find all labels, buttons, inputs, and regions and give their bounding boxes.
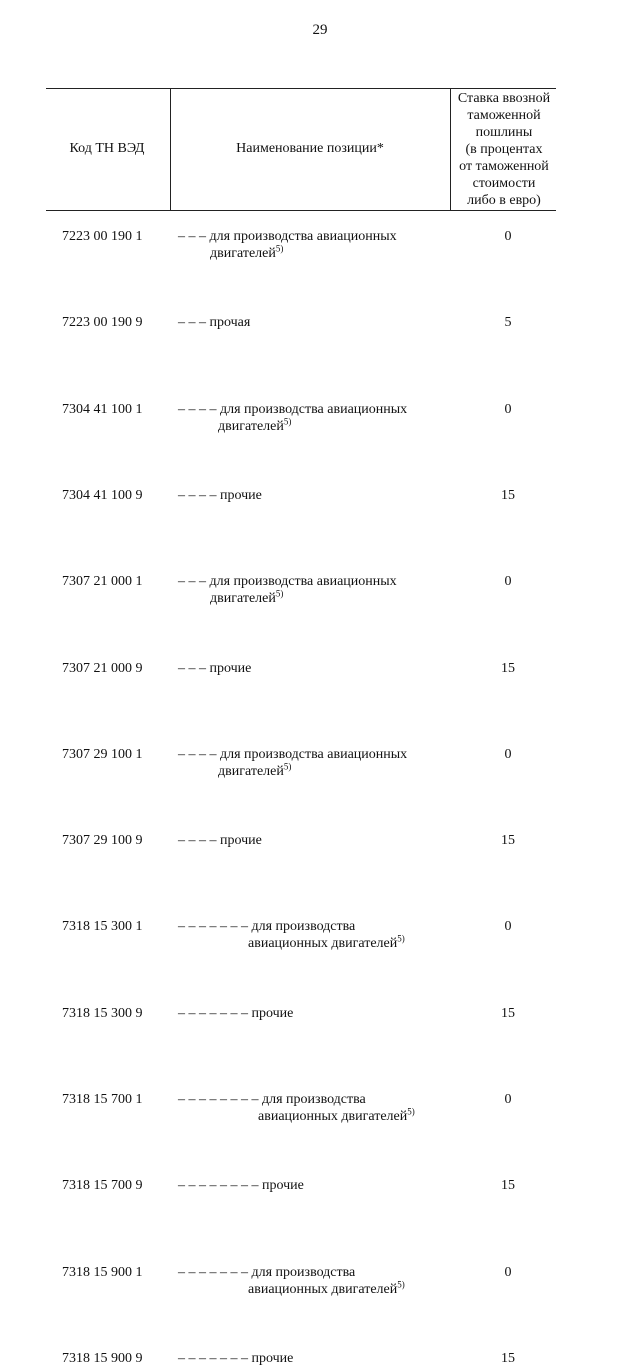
duty-rate: 0 <box>504 401 512 417</box>
hierarchy-dashes: – – – – – – – <box>178 1350 248 1366</box>
footnote-ref: 5) <box>283 761 292 772</box>
header-rate-line: либо в евро) <box>467 193 541 208</box>
duty-rate: 0 <box>504 229 512 244</box>
header-rate-line: таможенной <box>467 108 541 123</box>
position-name-line2 <box>178 935 458 952</box>
position-name <box>178 1264 458 1298</box>
duty-rate: 15 <box>501 487 515 503</box>
position-name <box>178 746 458 780</box>
page-number: 29 <box>312 22 328 38</box>
position-name-line1 <box>178 833 262 848</box>
position-name-line1 <box>178 1006 293 1021</box>
footnote-ref: 5) <box>275 588 284 599</box>
position-name <box>178 1350 458 1367</box>
position-name <box>178 832 458 849</box>
position-name-line1 <box>178 1178 304 1193</box>
position-text: прочая <box>209 315 251 331</box>
position-name <box>178 918 458 952</box>
hierarchy-dashes: – – – – – – – <box>178 1005 248 1021</box>
position-text-continued: двигателей <box>218 418 284 434</box>
header-name: Наименование позиции* <box>236 141 384 156</box>
position-name-line1 <box>178 574 397 589</box>
position-text: прочие <box>251 1005 294 1021</box>
position-text: для производства авиационных <box>209 229 397 244</box>
position-name <box>178 1177 458 1194</box>
position-text-continued: авиационных двигателей <box>248 1281 398 1297</box>
hierarchy-dashes: – – – – <box>178 487 217 503</box>
header-divider-1 <box>170 88 171 211</box>
duty-rate: 5 <box>504 315 512 331</box>
footnote-ref: 5) <box>397 933 405 944</box>
position-text: для производства <box>251 1264 356 1280</box>
header-rate <box>452 90 556 209</box>
position-name <box>178 487 458 504</box>
position-text: для производства <box>251 919 356 935</box>
duty-rate: 15 <box>501 833 515 849</box>
tnved-code: 7307 29 100 9 <box>62 833 143 849</box>
position-name <box>178 660 458 677</box>
hierarchy-dashes: – – – – – – – <box>178 1264 248 1280</box>
tnved-code: 7223 00 190 1 <box>62 229 143 244</box>
header-rate-line: от таможенной <box>459 159 549 174</box>
position-text: для производства авиационных <box>209 574 397 590</box>
hierarchy-dashes: – – – <box>178 229 206 244</box>
position-text: для производства авиационных <box>220 746 408 762</box>
position-text: прочие <box>262 1178 304 1194</box>
hierarchy-dashes: – – – – – – – <box>178 919 248 935</box>
position-name-line2 <box>178 590 458 607</box>
duty-rate: 0 <box>504 919 512 935</box>
header-top-rule <box>46 88 556 89</box>
duty-rate: 15 <box>501 1005 515 1021</box>
tnved-code: 7223 00 190 9 <box>62 315 143 331</box>
footnote-ref: 5) <box>397 1278 405 1289</box>
position-name-line1 <box>178 661 251 676</box>
header-divider-2 <box>450 88 451 211</box>
position-text-continued: авиационных двигателей <box>248 936 398 952</box>
position-text-continued: двигателей <box>218 763 284 779</box>
position-name-line1 <box>178 919 355 934</box>
position-name <box>178 1005 458 1022</box>
position-name-line2 <box>178 415 458 435</box>
footnote-ref: 5) <box>275 243 284 254</box>
position-text-continued: двигателей <box>210 591 276 607</box>
tnved-code: 7318 15 900 1 <box>62 1264 143 1280</box>
header-rate-line: пошлины <box>475 125 533 140</box>
footnote-ref: 5) <box>283 415 292 426</box>
position-name <box>178 1091 458 1125</box>
position-name-line2 <box>178 1108 458 1125</box>
position-text-continued: двигателей <box>210 246 276 261</box>
position-name-line1 <box>178 488 262 503</box>
hierarchy-dashes: – – – – – – – – <box>178 1092 259 1107</box>
hierarchy-dashes: – – – <box>178 315 206 331</box>
header-code: Код ТН ВЭД <box>69 141 145 156</box>
tnved-code: 7307 21 000 1 <box>62 574 143 590</box>
position-text: для производства <box>262 1092 366 1107</box>
position-name <box>178 573 458 607</box>
hierarchy-dashes: – – – – <box>178 401 217 417</box>
position-name-line1 <box>178 1351 293 1366</box>
position-text: прочие <box>251 1350 294 1366</box>
tnved-code: 7318 15 700 1 <box>62 1092 143 1107</box>
position-name-line2 <box>178 1278 458 1298</box>
duty-rate: 0 <box>504 1264 512 1280</box>
footnote-ref: 5) <box>407 1106 415 1117</box>
position-name-line1 <box>178 229 397 244</box>
hierarchy-dashes: – – – – <box>178 746 217 762</box>
duty-rate: 15 <box>501 660 515 676</box>
duty-rate: 0 <box>504 1092 512 1107</box>
tnved-code: 7318 15 700 9 <box>62 1178 143 1194</box>
header-rate-line: стоимости <box>472 176 536 191</box>
position-name-line2 <box>178 763 458 780</box>
position-name-line1 <box>178 1265 355 1280</box>
tnved-code: 7304 41 100 1 <box>62 401 143 417</box>
tnved-code: 7307 29 100 1 <box>62 746 143 762</box>
duty-rate: 15 <box>501 1178 515 1194</box>
position-text: прочие <box>209 660 252 676</box>
position-name-line1 <box>178 1092 366 1107</box>
position-name <box>178 401 458 435</box>
position-name-line1 <box>178 747 407 762</box>
header-rate-line: Ставка ввозной <box>457 91 551 106</box>
position-text: для производства авиационных <box>220 401 408 417</box>
position-name-line1 <box>178 315 250 330</box>
position-text-continued: авиационных двигателей <box>258 1109 408 1124</box>
tnved-code: 7304 41 100 9 <box>62 487 143 503</box>
tnved-code: 7318 15 300 1 <box>62 919 143 935</box>
header-bottom-rule <box>46 210 556 211</box>
position-name-line2 <box>178 245 458 262</box>
hierarchy-dashes: – – – – <box>178 833 217 849</box>
header-rate-line: (в процентах <box>465 142 543 157</box>
position-name <box>178 314 458 331</box>
position-text: прочие <box>220 833 262 849</box>
duty-rate: 15 <box>501 1350 515 1366</box>
duty-rate: 0 <box>504 574 512 590</box>
duty-rate: 0 <box>504 746 512 762</box>
position-name-line1 <box>178 402 407 417</box>
hierarchy-dashes: – – – <box>178 660 206 676</box>
tnved-code: 7307 21 000 9 <box>62 660 143 676</box>
hierarchy-dashes: – – – <box>178 574 206 590</box>
tnved-code: 7318 15 300 9 <box>62 1005 143 1021</box>
position-text: прочие <box>220 487 262 503</box>
position-name <box>178 228 458 262</box>
hierarchy-dashes: – – – – – – – – <box>178 1178 259 1194</box>
tnved-code: 7318 15 900 9 <box>62 1350 143 1366</box>
